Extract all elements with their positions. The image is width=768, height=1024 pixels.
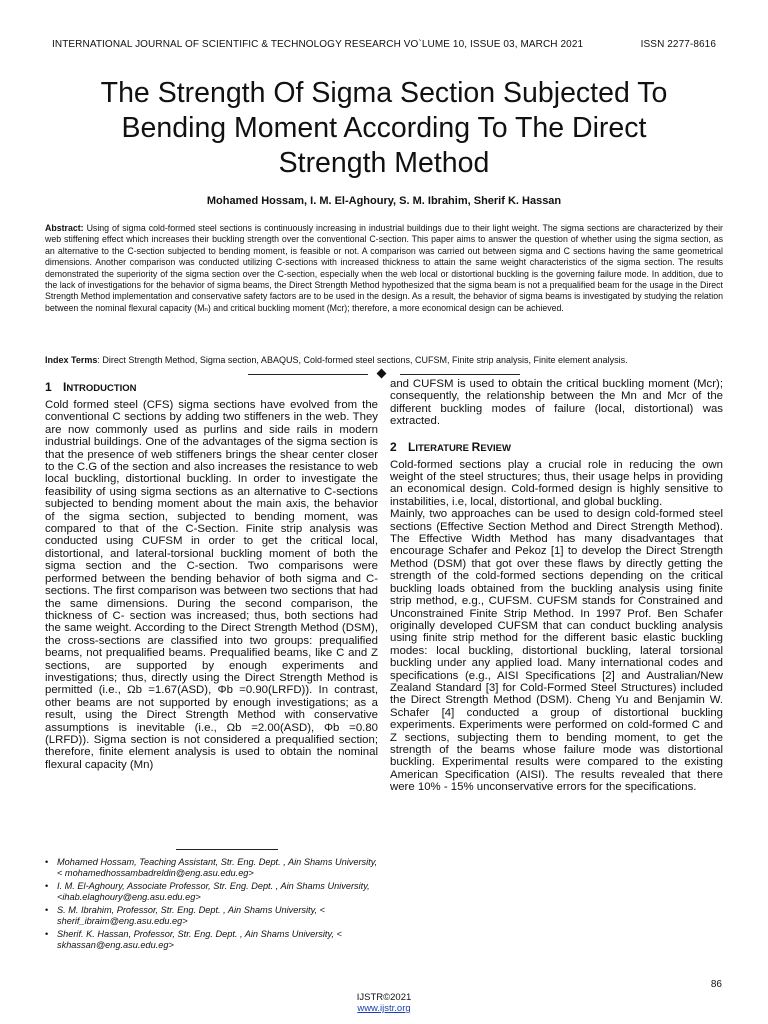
index-terms-label: Index Terms xyxy=(45,355,98,365)
section-number: 1 xyxy=(45,380,52,394)
introduction-paragraph: Cold formed steel (CFS) sigma sections have evolved from the conventional C sections by adding two stiffeners in the web. They are now commonly used as purlins and side rails in modern industrial buildings. One of the advantages of the sigma section is that the presence of web stiffeners brings the shear center closer to the C.G of the section and also increases the resistance to web local buckling, distortional buckling. In order to investigate the feasibility of using sigma sections as an alternative to C-sections subjected to bending moment about the main axis, the behavior of the sigma section, subjected to bending moment, was compared to that of the C-Section. Finite strip analysis was conducted using CUFSM in order to get the critical local, distortional, and lateral-torsional buckling moment of both the sigma section and the C-section. Two comparisons were performed between the bending behavior of both sigma and C- sections. The first comparison was between two sections that had the same dimensions. During the second comparison, the thickness of C- section was increased; thus, both sections had the same weight. According to the Direct Strength Method (DSM), the cross-sections are classified into two groups: prequalified beams, not prequalified beams. Prequalified beams, like C and Z sections, are supported by enough experiments and investigations; thus, directly using the Direct Strength Method is permitted (i.e., Ωb =1.67(ASD), Φb =0.90(LRFD)). In contrast, other beams are not supported by enough investigations; as a result, using the Direct Strength Method with conservative assumptions is inevitable (i.e., Ωb =2.00(ASD), Φb =0.80 (LRFD)). Sigma section is not considered a prequalified section; therefore, finite element analysis is used to obtain the nominal flexural capacity (Mn) xyxy=(45,399,378,771)
literature-paragraph-2: Mainly, two approaches can be used to design cold-formed steel sections (Effective Section Method and Direct Strength Method). The Effective Width Method has many disadvantages that encourage Schafer and Pekoz [1] to develop the Direct Strength Method (DSM) that got over these flaws by directly getting the strength of the cold-formed sections depending on the critical buckling loads obtained from the buckling analysis using finite strip method, e.g., CUFSM. CUFSM stands for Constrained and Unconstrained Finite Strip Method. In 1997 Prof. Ben Schafer originally developed CUFSM that can conduct buckling analysis using finite strip method for the different basic elastic buckling modes: local buckling, distortional buckling, lateral torsional buckling under any applied load. Many international codes and specifications (e.g., AISI Specifications [2] and Australian/New Zealand Standard [3] for Cold-Formed Steel Structures) included the Direct Strength Method (DSM). Cheng Yu and Benjamin W. Schafer [4] conducted a group of distortional buckling experiments. Experiments were performed on cold-formed C and Z sections, subjecting them to bending moment, to get the strength of the beams whose failure mode was distortional buckling. Experimental results were compared to the existing American Specification (AISI). The results revealed that there were 10% - 15% unconservative errors for the specifications. xyxy=(390,508,723,794)
bullet-icon: • xyxy=(45,905,49,915)
paper-title xyxy=(60,76,708,181)
index-terms-text: : Direct Strength Method, Sigma section, ABAQUS, Cold-formed steel sections, CUFSM, Finite strip analysis, Finite element analysis. xyxy=(97,355,628,365)
left-column xyxy=(45,380,378,771)
running-header xyxy=(52,39,716,50)
heading-initial: L xyxy=(408,439,416,454)
literature-paragraph-1: Cold-formed sections play a crucial role in reducing the own weight of the steel structures; thus, their usage helps in providing an economical design. Cold-formed design is highly sensitive to instabilities, i.e, local, distortional, and global buckling. xyxy=(390,458,723,508)
title-line: The Strength Of Sigma Section Subjected To xyxy=(100,77,668,109)
abstract-label: Abstract: xyxy=(45,223,84,233)
page-footer xyxy=(0,992,768,1014)
index-terms xyxy=(45,354,723,366)
footnote-text: I. M. El-Aghoury, Associate Professor, Str. Eng. Dept. , Ain Shams University, <ihab.elaghoury@eng.asu.edu.eg> xyxy=(57,881,370,902)
abstract-text: Using of sigma cold-formed steel sections is continuously increasing in industrial buildings due to their light weight. The sigma sections are characterized by their web stiffening effect which increases their buckling strength over the conventional C-section. This paper aims to answer the question of whether using the sigma section, as an alternative to the C-section subjected to bending moment, is feasible or not. A comparison was carried out between sigma and C sections having the same geometrical dimensions. Another comparison was conducted utilizing C-sections with increased thickness to attain the same weight characteristics of the sigma section. The results demonstrated the superiority of the sigma section over the C-section, especially when the web local or distortional buckling is the governing failure mode. In addition, due to the lack of investigations for the behavior of sigma beams, the Direct Strength Method hypothesized that the sigma beam is not a prequalified beam for the usage in the Direct Strength Method implementation and conservative safety factors are to be used in the design. As a result, the behavior of sigma beams is investigated by studying the relation between the nominal flexural capacity (Mₙ) and critical buckling moment (Mcr); therefore, a more economical design can be achieved. xyxy=(45,223,723,313)
heading-mid: ITERATURE xyxy=(415,442,472,454)
diamond-icon xyxy=(377,369,387,379)
footnote-rule xyxy=(176,849,278,850)
section-heading-literature-review xyxy=(390,440,723,456)
footnote-text: Mohamed Hossam, Teaching Assistant, Str. Eng. Dept. , Ain Shams University, < mohamedhossambadreldin@eng.asu.edu.eg> xyxy=(57,857,378,878)
footnote-text: Sherif. K. Hassan, Professor, Str. Eng. Dept. , Ain Shams University, < skhassan@eng.asu.edu.eg> xyxy=(57,929,342,950)
footnote-item xyxy=(45,857,378,879)
footnote-text: S. M. Ibrahim, Professor, Str. Eng. Dept. , Ain Shams University, < sherif_ibraim@eng.asu.edu.eg> xyxy=(57,905,325,926)
author-footnotes xyxy=(45,857,378,953)
title-line: Strength Method xyxy=(278,147,490,179)
bullet-icon: • xyxy=(45,857,49,867)
journal-header: INTERNATIONAL JOURNAL OF SCIENTIFIC & TECHNOLOGY RESEARCH VO`LUME 10, ISSUE 03, MARCH 2021 xyxy=(52,39,584,50)
footer-link[interactable]: www.ijstr.org xyxy=(357,1003,411,1014)
bullet-icon: • xyxy=(45,929,49,939)
footnote-item xyxy=(45,905,378,927)
title-line: Bending Moment According To The Direct xyxy=(121,112,647,144)
right-column xyxy=(390,378,723,794)
heading-initial: I xyxy=(63,380,67,394)
heading-initial-2: R xyxy=(471,439,481,454)
divider-line xyxy=(248,374,368,375)
introduction-continuation: and CUFSM is used to obtain the critical buckling moment (Mcr); consequently, the relationship between the Mn and Mcr of the different buckling modes of failure (local, distortional) was extracted. xyxy=(390,378,723,428)
section-number: 2 xyxy=(390,439,397,454)
page-number: 86 xyxy=(710,979,722,990)
heading-rest: EVIEW xyxy=(480,442,511,454)
issn-header: ISSN 2277-8616 xyxy=(640,39,716,50)
author-list: Mohamed Hossam, I. M. El-Aghoury, S. M. Ibrahim, Sherif K. Hassan xyxy=(206,195,562,207)
divider-line xyxy=(400,374,520,375)
abstract xyxy=(45,223,723,314)
footer-copyright: IJSTR©2021 xyxy=(356,992,412,1003)
bullet-icon: • xyxy=(45,881,49,891)
footnote-item xyxy=(45,929,378,951)
footnote-item xyxy=(45,881,378,903)
heading-rest: NTRODUCTION xyxy=(66,383,137,394)
section-heading-introduction xyxy=(45,380,378,396)
